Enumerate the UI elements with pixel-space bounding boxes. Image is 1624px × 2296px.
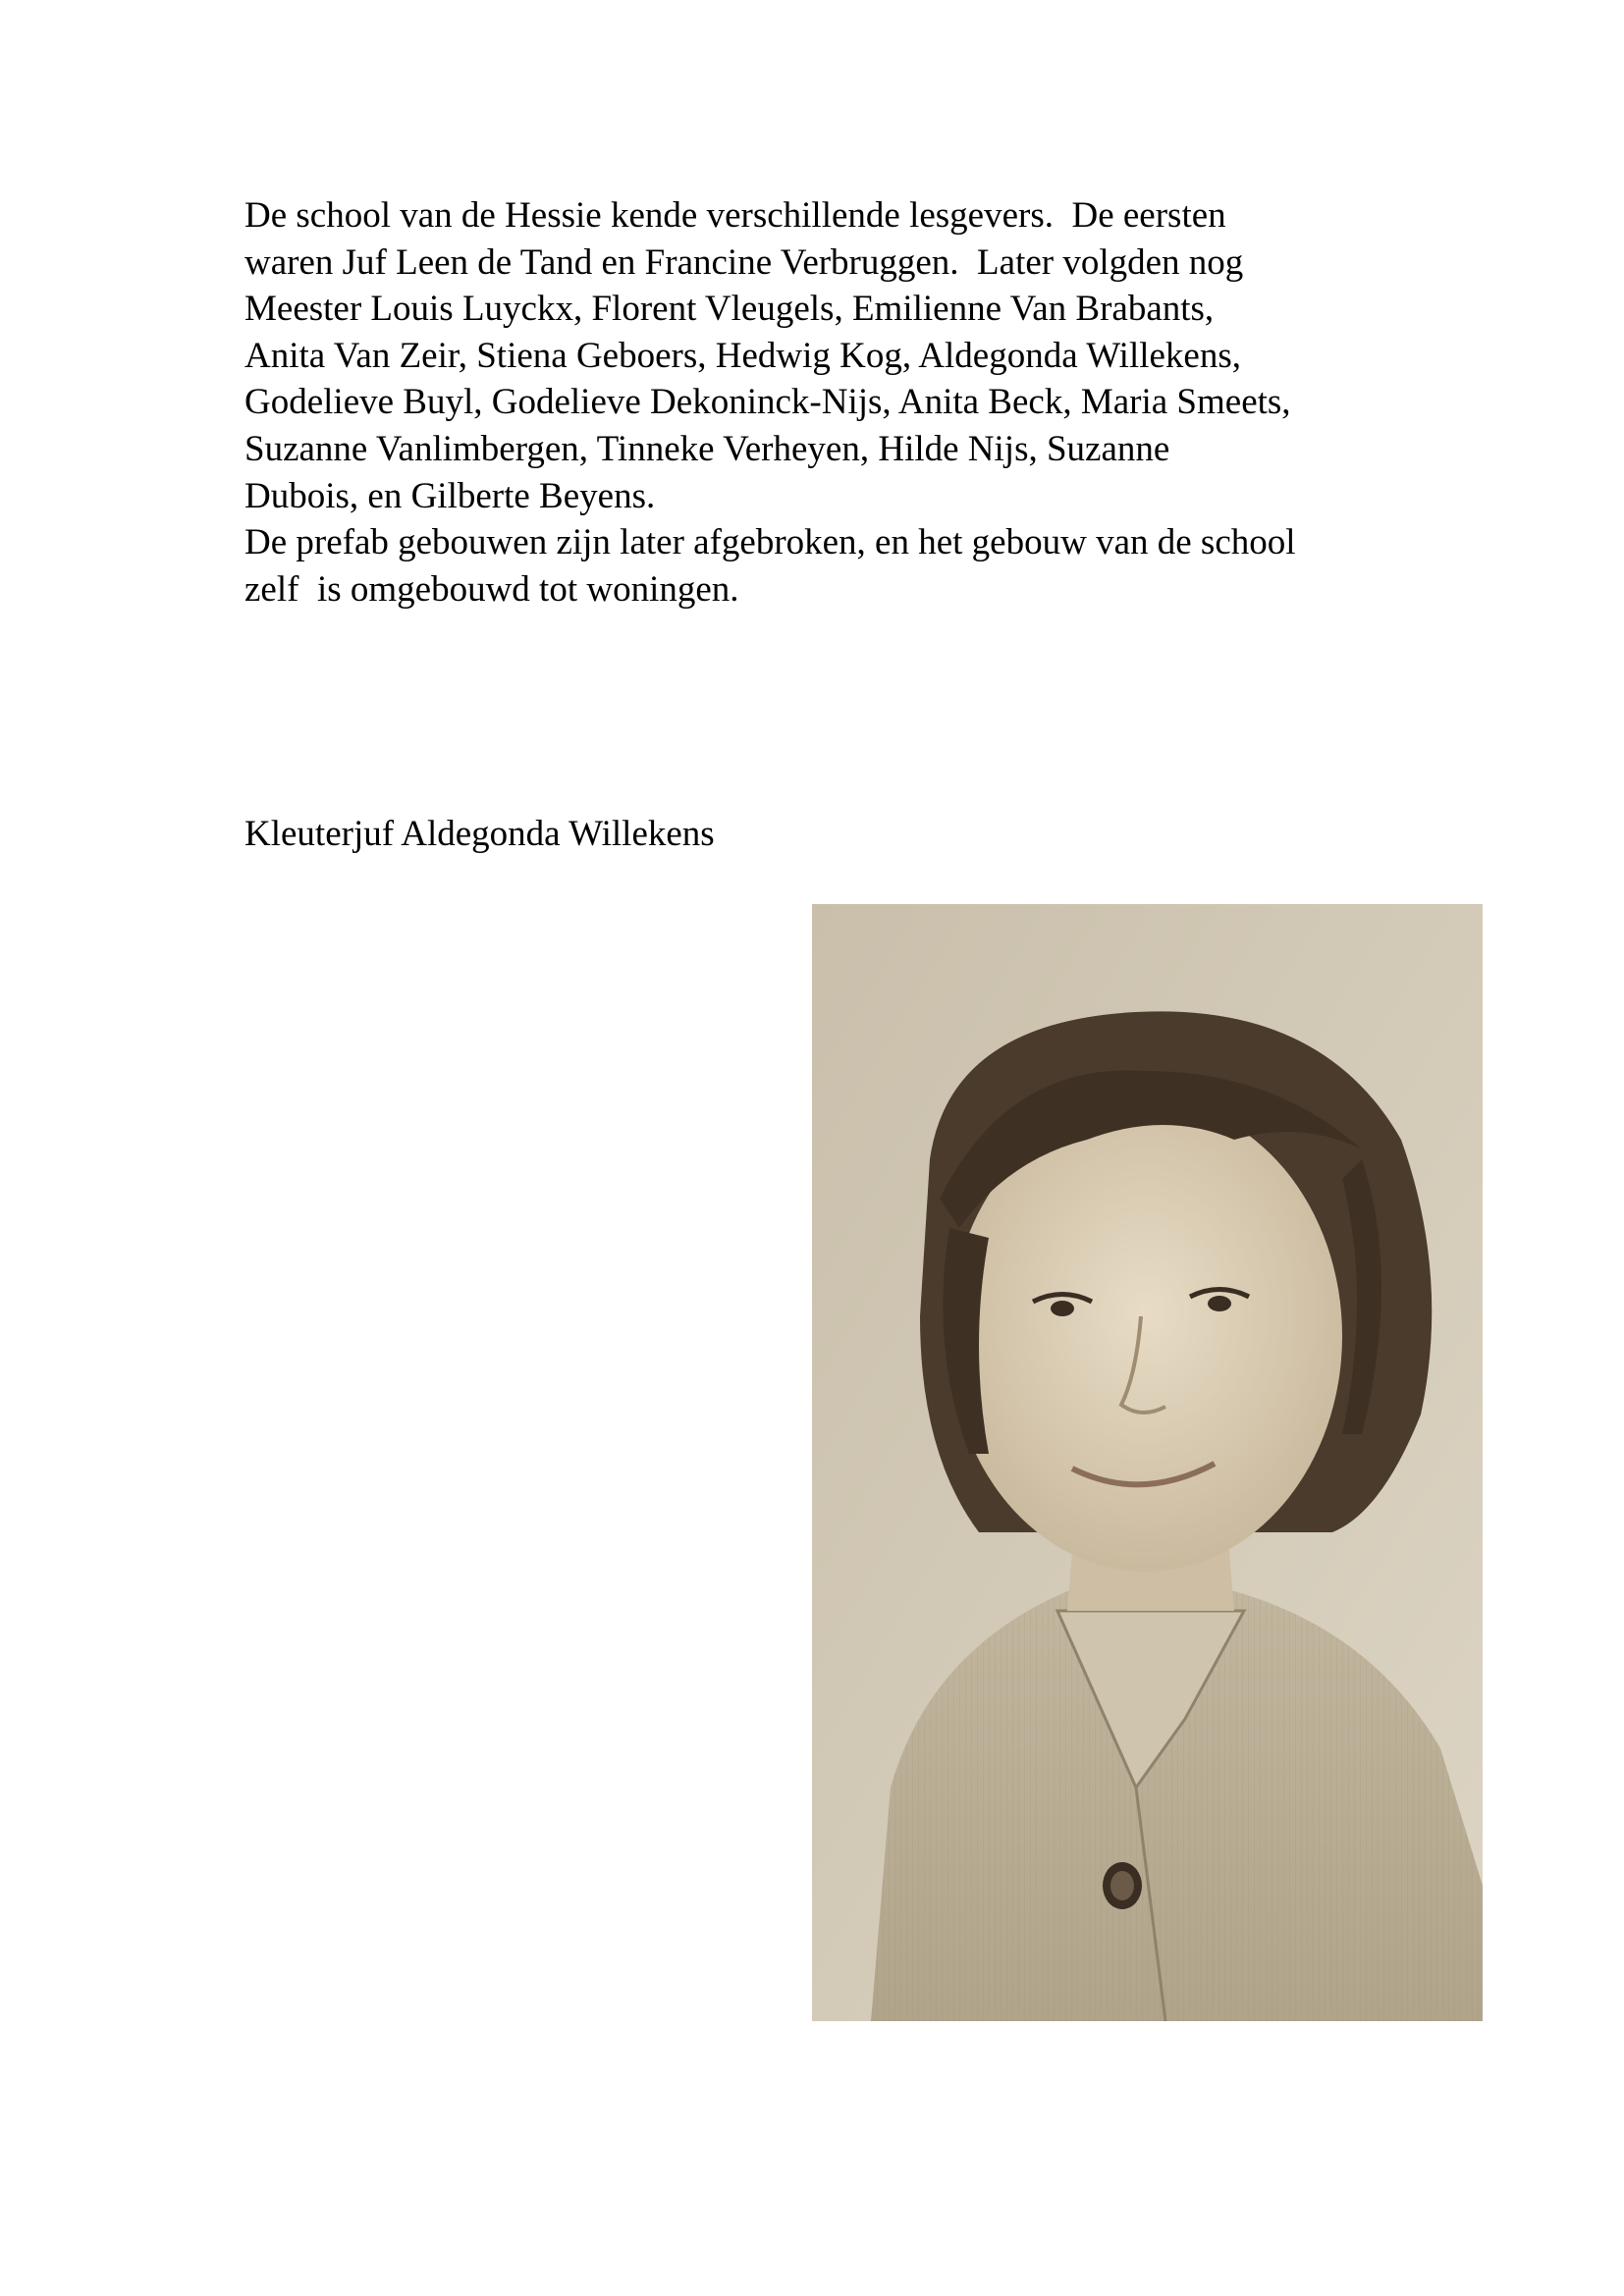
paragraph-line: Dubois, en Gilberte Beyens. [244, 475, 656, 516]
portrait-photo [812, 904, 1483, 2021]
paragraph-line: zelf is omgebouwd tot woningen. [244, 568, 739, 610]
paragraph-line: Godelieve Buyl, Godelieve Dekoninck-Nijs, Anita Beck, Maria Smeets, [244, 382, 1291, 423]
portrait-image [812, 904, 1483, 2021]
paragraph-line: Anita Van Zeir, Stiena Geboers, Hedwig Kog, Aldegonda Willekens, [244, 335, 1242, 376]
paragraph-line: De school van de Hessie kende verschillende lesgevers. De eersten [244, 195, 1226, 236]
photo-caption: Kleuterjuf Aldegonda Willekens [244, 814, 715, 854]
paragraph-line: Suzanne Vanlimbergen, Tinneke Verheyen, Hilde Nijs, Suzanne [244, 428, 1170, 469]
paragraph-line: De prefab gebouwen zijn later afgebroken, en het gebouw van de school [244, 522, 1296, 563]
body-paragraph [244, 192, 1482, 613]
paragraph-line: waren Juf Leen de Tand en Francine Verbruggen. Later volgden nog [244, 241, 1244, 283]
paragraph-line: Meester Louis Luyckx, Florent Vleugels, Emilienne Van Brabants, [244, 289, 1215, 330]
